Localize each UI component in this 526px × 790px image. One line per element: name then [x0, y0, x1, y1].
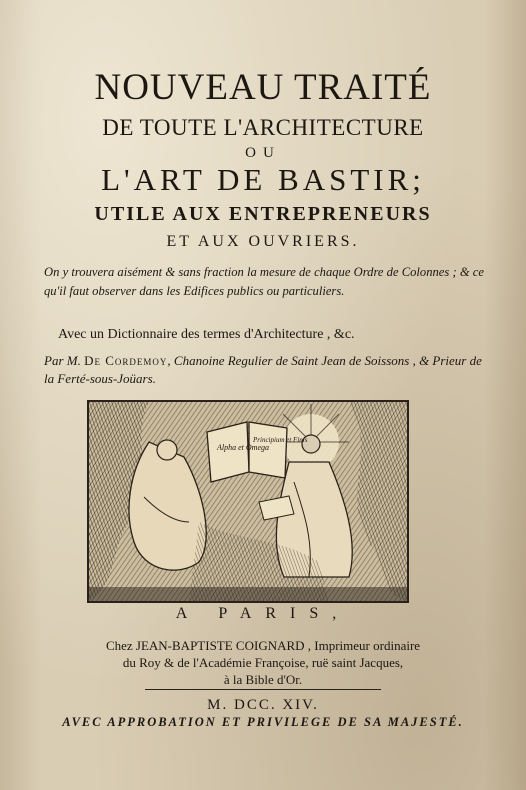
publication-year: M. DCC. XIV.: [207, 697, 319, 713]
book-left-text: Alpha et Omega: [217, 443, 269, 452]
privilege-line: AVEC APPROBATION ET PRIVILEGE DE SA MAJESTÉ.: [62, 715, 464, 729]
subtitle-entrepreneurs: UTILE AUX ENTREPRENEURS: [94, 203, 432, 225]
imprint-divider: [145, 689, 381, 690]
publisher-line-1: Chez JEAN-BAPTISTE COIGNARD , Imprimeur ordinaire: [105, 638, 421, 653]
publisher-line-3: à la Bible d'Or.: [223, 672, 303, 687]
frontispiece-engraving: [87, 400, 409, 603]
author-block: [44, 352, 484, 388]
subtitle-ouvriers: ET AUX OUVRIERS.: [166, 233, 360, 250]
subtitle-ou: OU: [245, 145, 281, 161]
imprint-city: A PARIS,: [175, 605, 351, 622]
publisher-line-2: du Roy & de l'Académie Françoise, ruë saint Jacques,: [122, 655, 404, 670]
author-name: De Cordemoy: [84, 353, 168, 368]
subtitle-art-de-bastir: L'ART DE BASTIR;: [101, 162, 425, 197]
subtitle-architecture: DE TOUTE L'ARCHITECTURE: [102, 115, 424, 140]
book-right-text: Principium et Finis: [253, 436, 308, 444]
main-title: NOUVEAU TRAITÉ: [94, 67, 432, 108]
description-paragraph: On y trouvera aisément & sans fraction la mesure de chaque Ordre de Colonnes ; & ce qu'il faut observer dans les Edifices publics ou particuliers.: [44, 265, 484, 298]
engraving-illustration: [89, 402, 407, 601]
author-titles: , Chanoine Regulier de Saint Jean de Soissons , & Prieur de la Ferté-sous-Joüars.: [44, 353, 482, 386]
dictionary-note: Avec un Dictionnaire des termes d'Architecture , &c.: [58, 327, 355, 342]
author-prefix: Par M.: [44, 353, 81, 368]
